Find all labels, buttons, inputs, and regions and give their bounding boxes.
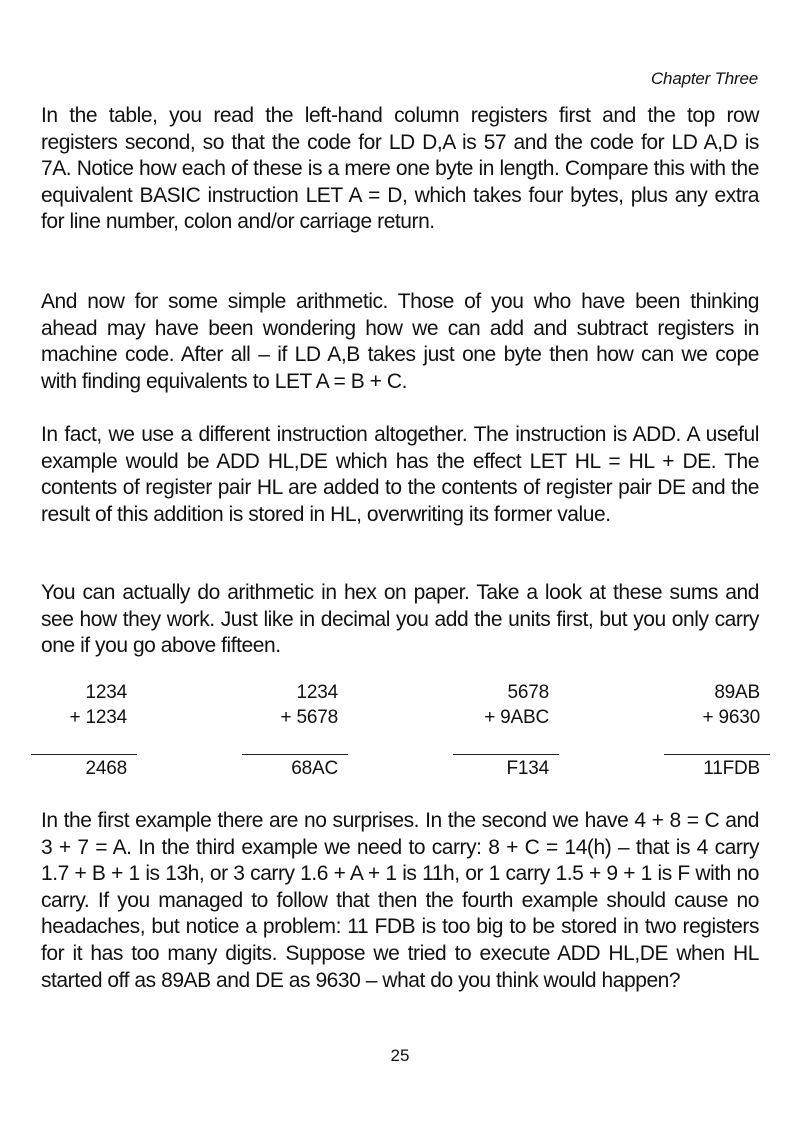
hex-sum-2 [242,682,348,792]
paragraph-add-instruction: In fact, we use a different instruction altogether. The instruction is ADD. A useful example would be ADD HL,DE which has the effect LET HL = HL + DE. The contents of register pair HL are added to the contents of register pair DE and the result of this addition is stored in HL, overwriting its former value. [41,423,759,526]
sum-divider [31,754,137,755]
sum-operand-a: 89AB [714,682,760,703]
sum-result: F134 [506,758,549,779]
sum-divider [453,754,559,755]
hex-sum-4 [664,682,770,792]
hex-sum-3 [453,682,559,792]
sum-operand-a: 5678 [507,682,549,703]
paragraph-register-table: In the table, you read the left-hand column registers first and the top row registers second, so that the code for LD D,A is 57 and the code for LD A,D is 7A. Notice how each of these is a mere one byte in length. Compare this with the equivalent BASIC instruction LET A = D, which takes four bytes, plus any extra for line number, colon and/or carriage return. [41,104,759,234]
sum-operand-b: + 1234 [69,707,127,728]
hex-sums-examples [0,682,800,792]
sum-result: 68AC [291,758,338,779]
sum-operand-a: 1234 [296,682,338,703]
sum-result: 11FDB [703,758,760,779]
sum-operand-a: 1234 [85,682,127,703]
sum-divider [242,754,348,755]
paragraph-sum-explanation: In the first example there are no surprises. In the second we have 4 + 8 = C and 3 + 7 = A. In the third example we need to carry: 8 + C = 14(h) – that is 4 carry 1.7 + B + 1 is 13h, or 3 carry 1.6 + A + 1 is 11h, or 1 carry 1.5 + 9 + 1 is F with no carry. If you managed to follow that then the fourth example should cause no headaches, but notice a problem: 11 FDB is too big to be stored in two registers for it has too many digits. Suppose we tried to execute ADD HL,DE when HL started off as 89AB and DE as 9630 – what do you think would happen? [41,809,759,992]
sum-operand-b: + 5678 [280,707,338,728]
sum-result: 2468 [85,758,127,779]
hex-sum-1 [31,682,137,792]
paragraph-simple-arithmetic: And now for some simple arithmetic. Those of you who have been thinking ahead may have been wondering how we can add and subtract registers in machine code. After all – if LD A,B takes just one byte then how can we cope with finding equivalents to LET A = B + C. [41,290,759,393]
sum-operand-b: + 9ABC [484,707,549,728]
running-head: Chapter Three [650,69,758,88]
paragraph-hex-arithmetic: You can actually do arithmetic in hex on paper. Take a look at these sums and see how they work. Just like in decimal you add the units first, but you only carry one if you go above fifteen. [41,581,759,658]
page-number: 25 [390,1046,410,1065]
sum-divider [664,754,770,755]
sum-operand-b: + 9630 [702,707,760,728]
